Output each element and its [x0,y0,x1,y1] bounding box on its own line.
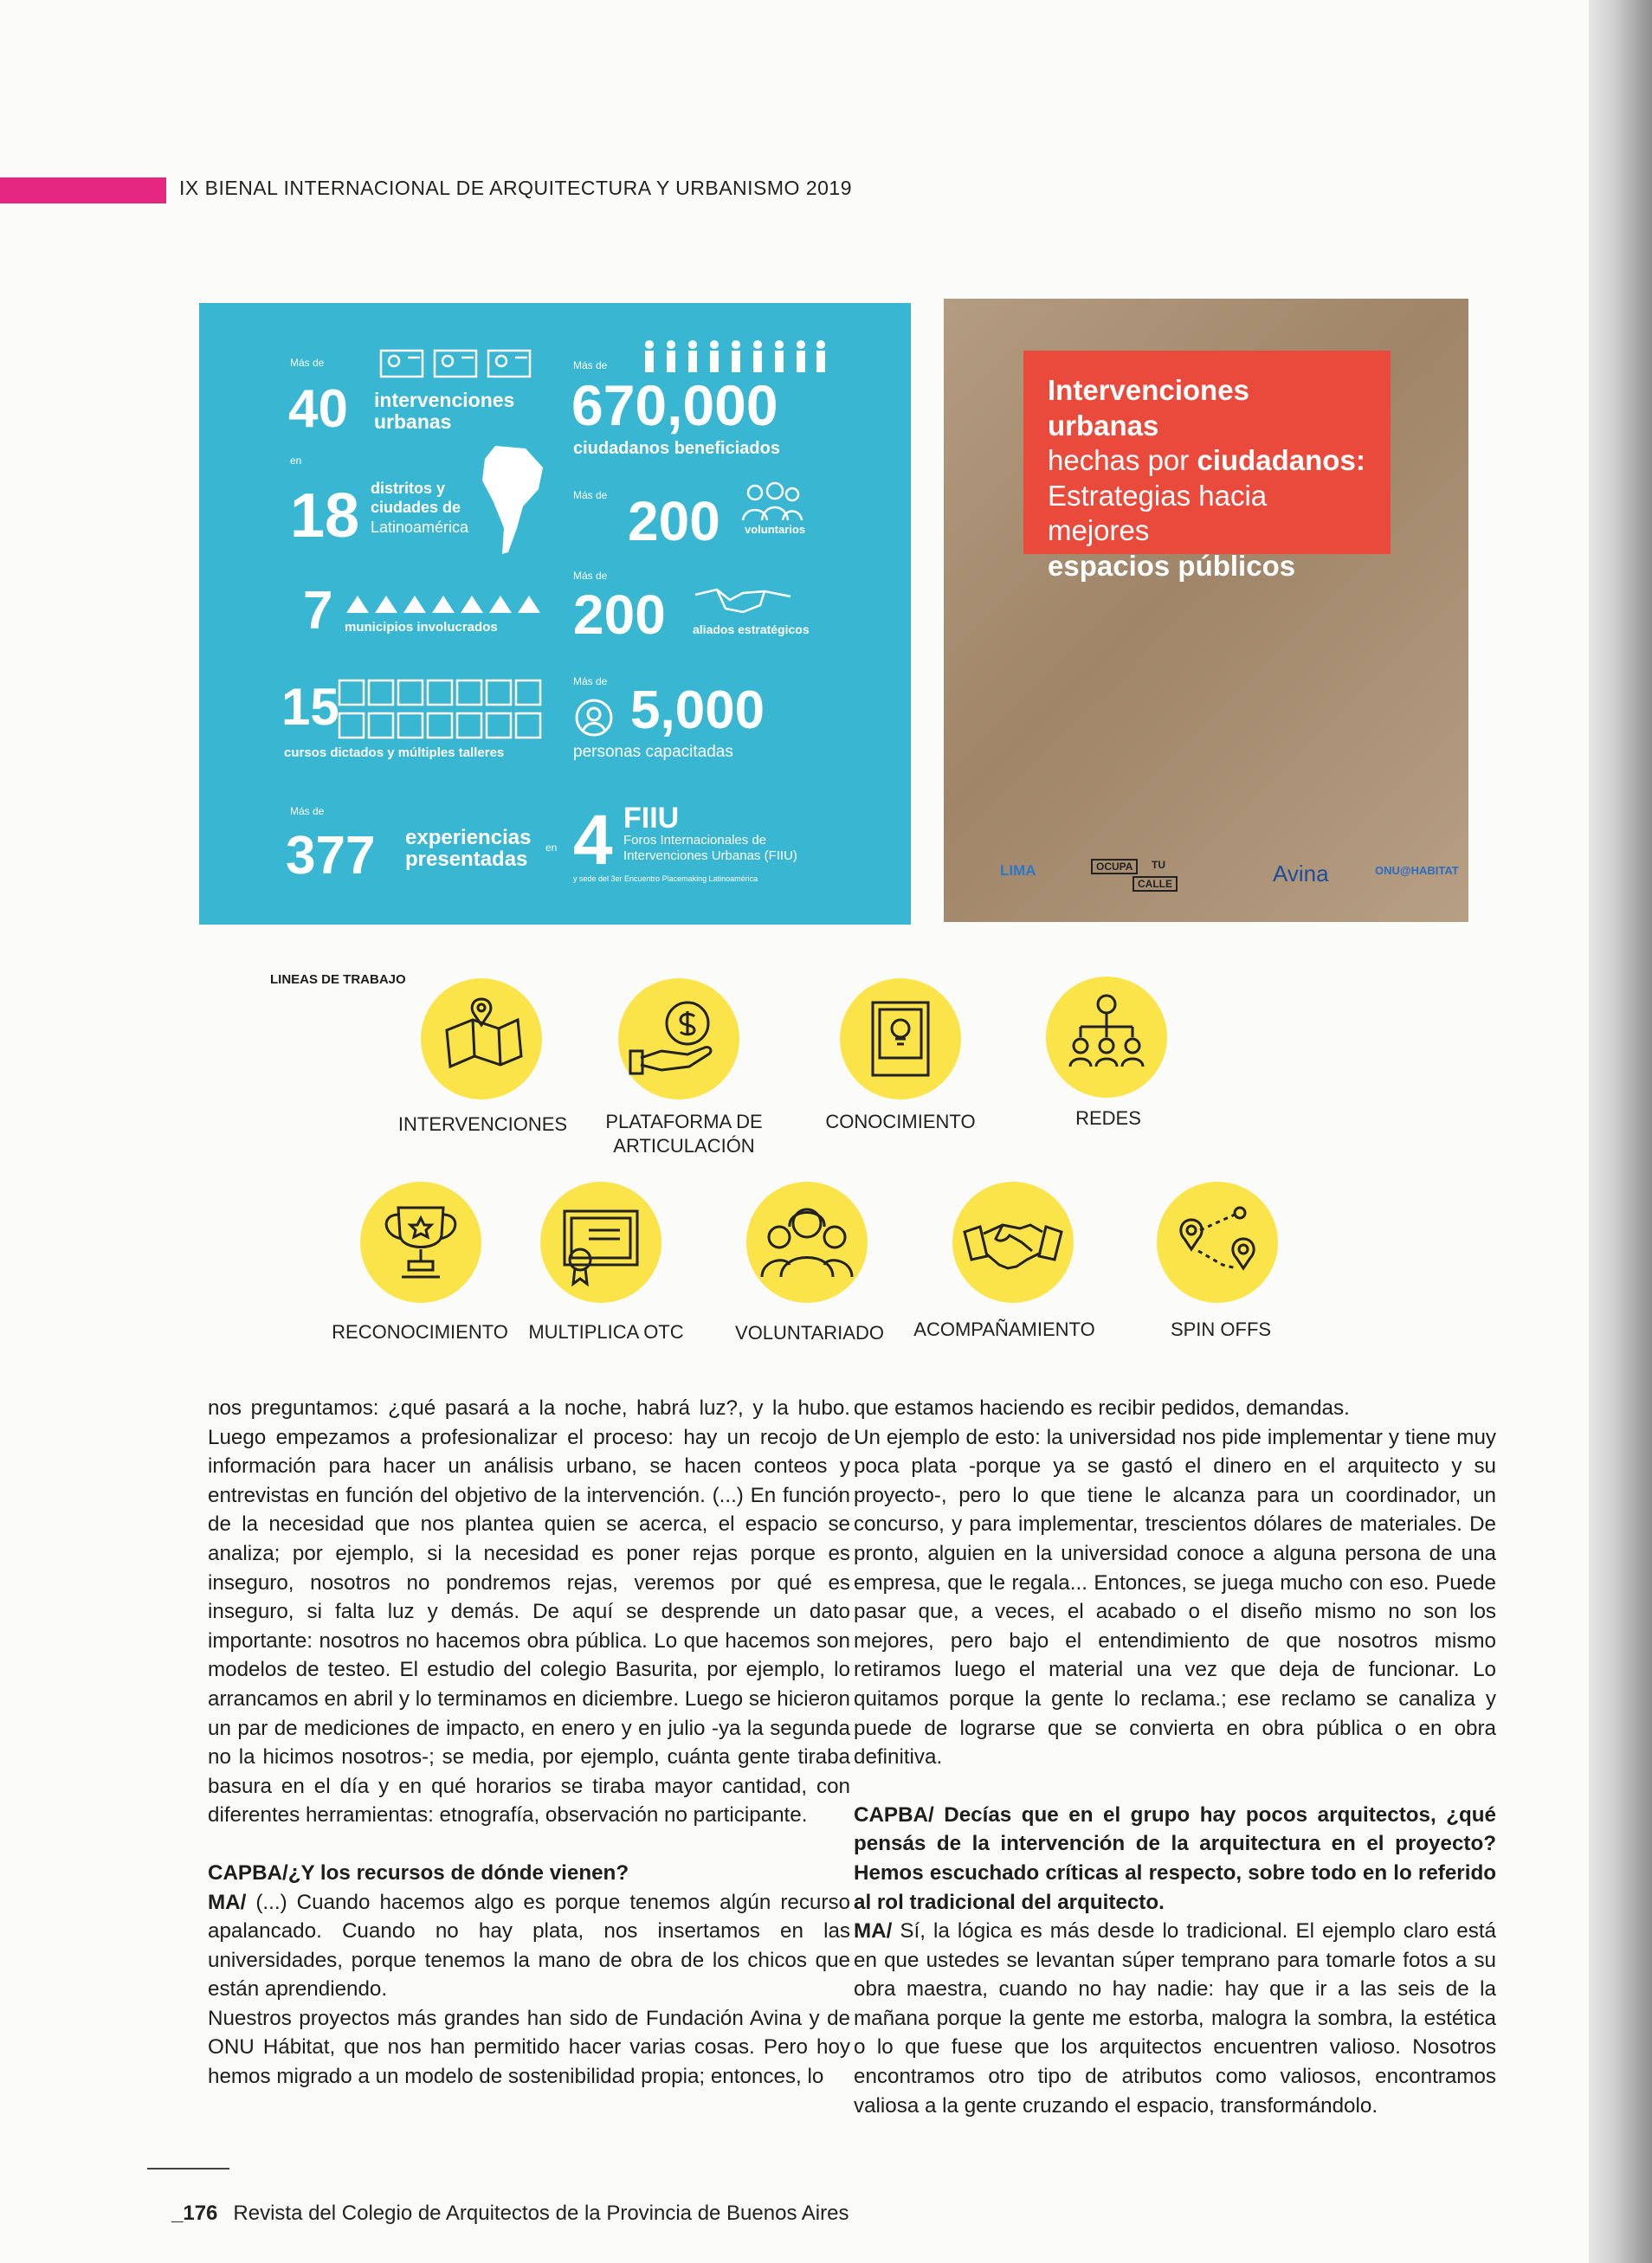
urban-intervention-icons [377,342,537,382]
work-line-label: ACOMPAÑAMIENTO [913,1318,1095,1340]
cover-line: ciudadanos: [1197,444,1365,477]
avina-logo: Avina [1273,861,1329,887]
page-edge-shadow [1589,0,1652,2263]
article-paragraph: Sí, la lógica es más desde lo tradicional. El ejemplo claro está en que ustedes se levantan súper temprano para tomarle fotos a su obra maestra, cuando no hay nadie: hay que ir a las seis de la mañana porque la gente me estorba, malogra la sombra, la estética o lo que fuese que los arquitectos encuentren valioso. Nosotros encontramos otro tipo de atributos como valiosos, encontramos valiosa a la gente cruzando el espacio, transformándolo. [854,1919,1496,2118]
cover-title-box [1023,351,1391,582]
trainee-icon [573,697,615,738]
municipality-icons [345,587,544,622]
stat-label: Intervenciones Urbanas (FIIU) [623,848,797,863]
stat-label: ciudadanos beneficiados [573,439,780,458]
work-lines-title: LINEAS DE TRABAJO [270,972,406,987]
cover-line: Estrategias hacia mejores [1048,479,1268,547]
stat-label: municipios involucrados [345,620,498,635]
cover-line: Intervenciones urbanas [1048,374,1249,442]
cover-logos [987,859,1459,893]
stat-number: 5,000 [630,680,765,740]
handshake-icon [952,1182,1074,1303]
work-line-label: RECONOCIMIENTO [332,1321,508,1343]
stat-connector: en [545,841,558,854]
stat-number: 200 [628,490,720,552]
work-line-label: MULTIPLICA OTC [528,1321,684,1343]
stat-number: 670,000 [571,373,778,437]
stat-number: 15 [281,678,339,736]
ocupa-logo: OCUPA [1091,859,1138,874]
article-paragraph: que estamos haciendo es recibir pedidos, demandas. [854,1396,1350,1420]
route-pins-icon [1157,1182,1278,1303]
certificate-icon [540,1182,661,1303]
stat-prefix: Más de [290,805,325,817]
work-line-label: REDES [1075,1107,1141,1129]
page-footer [171,2202,849,2226]
stat-prefix: Más de [573,489,608,501]
people-icons [641,338,827,377]
stat-number: 7 [303,581,333,641]
fiiu-logo: FIIU [623,802,680,835]
cover-line: hechas por [1048,444,1197,477]
article-paragraph: Un ejemplo de esto: la universidad nos pide implementar y tiene muy poca plata -porque ya se gastó el dinero en el arquitecto y su proyecto-, pero lo que tiene le alcanza para un coordinador, un concurso, y para implementar, trescientos dólares de materiales. De pronto, alguien en la universidad conoce a alguna persona de una empresa, que le regala... Entonces, se juega mucho con eso. Puede pasar que, a veces, el acabado o el diseño mismo no son los mejores, pero bajo el entendimiento de que nosotros mismo retiramos luego el material una vez que deja de funcionar. Lo quitamos porque la gente lo reclama.; ese reclamo se canaliza y puede de lograrse que se convierta en obra pública o en obra definitiva. [854,1425,1496,1770]
speaker-tag: MA/ [854,1919,893,1944]
section-color-bar [0,177,166,203]
stat-prefix: Más de [573,570,608,582]
work-line-label: PLATAFORMA DE ARTICULACIÓN [605,1111,763,1157]
stat-label: voluntarios [745,523,806,536]
stat-label: urbanas [374,410,452,433]
article-paragraph: nos preguntamos: ¿qué pasará a la noche, habrá luz?, y la hubo. Luego empezamos a profesionalizar el proceso: hay un recojo de información para hacer un análisis urbano, se hacen conteos y entrevistas en función del objetivo de la intervención. (...) En función de la necesidad que nos plantea quien se acerca, el espacio se analiza; por ejemplo, si la necesidad es poner rejas porque es inseguro, nosotros no pondremos rejas, veremos por qué es inseguro, si falta luz y demás. De aquí se desprende un dato importante: nosotros no hacemos obra pública. Lo que hacemos son modelos de testeo. El estudio del colegio Basurita, por ejemplo, lo arrancamos en abril y lo terminamos en diciembre. Luego se hicieron un par de mediciones de impacto, en enero y en julio -ya la segunda no la hicimos nosotros-; se media, por ejemplo, cuánta gente tiraba basura en el día y en qué horarios se tiraba mayor cantidad, con diferentes herramientas: etnografía, observación no participante. [208,1396,850,1828]
stat-number: 40 [288,379,348,439]
stat-number: 377 [286,826,376,886]
hand-coin-icon [618,978,739,1099]
article-column-right [854,1394,1496,2120]
work-line-label: CONOCIMIENTO [825,1111,976,1132]
interview-question: CAPBA/ Decías que en el grupo hay pocos arquitectos, ¿qué pensás de la intervención de la arquitectura en el proyecto? Hemos escuchado críticas al respecto, sobre todo en lo referido al rol tradicional del arquitecto. [854,1802,1496,1914]
stat-prefix: Más de [573,675,608,687]
article-paragraph: Nuestros proyectos más grandes han sido de Fundación Avina y de ONU Hábitat, que nos han permitido hacer varias cosas. Pero hoy hemos migrado a un modelo de sostenibilidad propia; entonces, lo [208,2006,850,2089]
stat-label: Foros Internacionales de [623,833,767,848]
stat-label: distritos y [371,480,446,497]
footer-rule [147,2168,229,2170]
book-cover [944,299,1468,922]
stat-prefix: en [290,455,302,467]
lima-logo: LIMA [1000,862,1036,879]
stat-prefix: Más de [290,357,325,369]
onu-habitat-logo: ONU@HABITAT [1375,864,1459,877]
stat-label: experiencias [405,826,532,849]
cover-line: espacios públicos [1048,549,1296,582]
volunteers-icon [736,480,805,524]
stat-number: 4 [573,801,613,880]
stat-prefix: Más de [573,359,608,371]
article-paragraph: (...) Cuando hacemos algo es porque tenemos algún recurso apalancado. Cuando no hay plata, nos insertamos en las universidades, porque tenemos la mano de obra de los chicos que están aprendiendo. [208,1890,850,2002]
knowledge-book-icon [840,978,961,1099]
course-icons [338,677,545,743]
work-line-label: VOLUNTARIADO [735,1322,884,1344]
ocupa-logo-calle: CALLE [1133,876,1178,892]
interview-question: CAPBA/¿Y los recursos de dónde vienen? [208,1860,629,1885]
stat-label: aliados estratégicos [693,622,810,636]
map-icon [421,978,542,1099]
stat-label: Latinoamérica [371,519,469,536]
work-line-label: SPIN OFFS [1170,1318,1272,1340]
page-number: _176 [171,2202,218,2225]
stat-label: intervenciones [374,389,515,411]
infographic-panel [199,303,911,925]
stat-number: 200 [573,583,666,646]
work-line-label: INTERVENCIONES [397,1113,568,1135]
speaker-tag: MA/ [208,1890,247,1914]
stat-footnote: y sede del 3er Encuentro Placemaking Latinoamérica [573,874,758,883]
stat-label: personas capacitadas [573,743,733,761]
network-icon [1046,977,1167,1098]
stat-label: cursos dictados y múltiples talleres [284,745,505,760]
south-america-map-icon [478,442,547,558]
volunteers-icon [746,1182,868,1303]
article-column-left [208,1394,850,2092]
publication-name: Revista del Colegio de Arquitectos de la Provincia de Buenos Aires [233,2202,849,2225]
running-header: IX BIENAL INTERNACIONAL DE ARQUITECTURA Y URBANISMO 2019 [179,177,852,199]
stat-number: 18 [290,481,360,551]
stat-label: presentadas [405,848,528,871]
stat-label: ciudades de [371,499,461,516]
handshake-icon [691,584,795,619]
ocupa-logo-tu: TU [1152,859,1165,871]
trophy-icon [360,1182,481,1303]
